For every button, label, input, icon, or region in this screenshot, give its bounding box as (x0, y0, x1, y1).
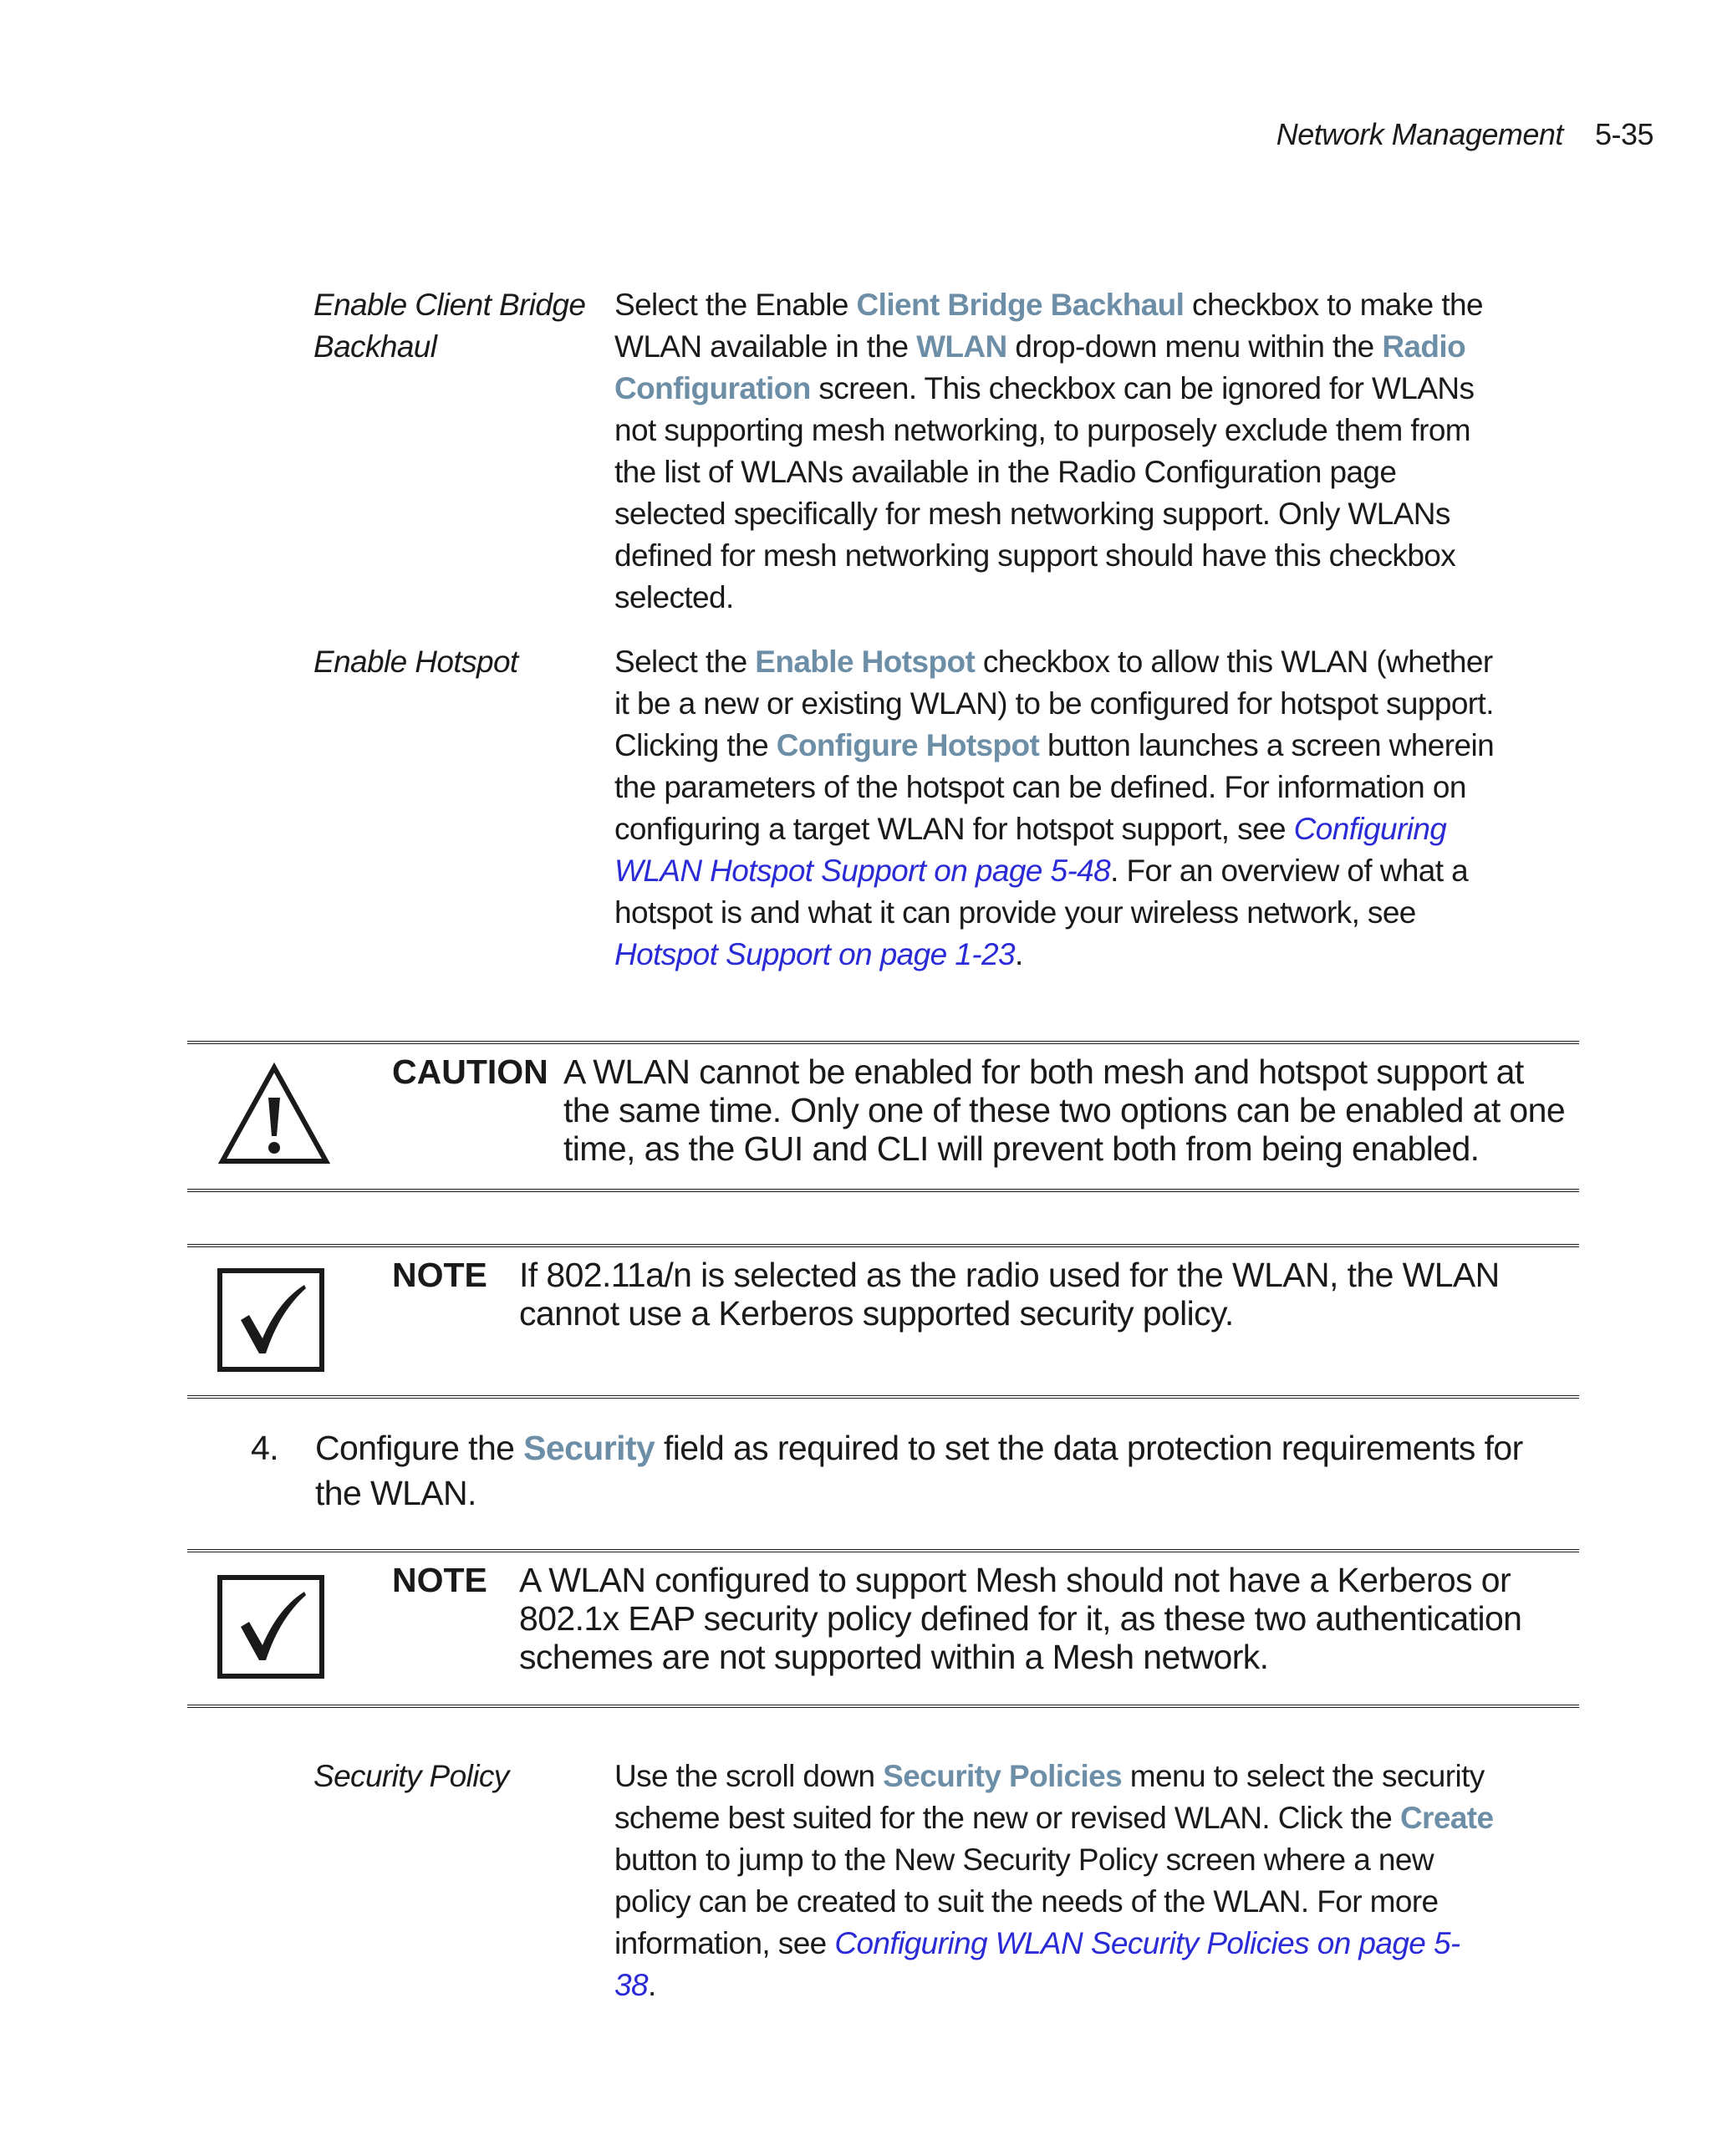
note-check-icon (217, 1268, 324, 1372)
note-box-1 (187, 1244, 1579, 1399)
desc-text: drop-down menu within the (1006, 329, 1383, 364)
ui-term-radio-configuration: Radio Configuration (614, 329, 1466, 405)
step-number: 4. (251, 1429, 278, 1467)
desc-text: . (647, 1968, 656, 2002)
header-page-number: 5-35 (1594, 117, 1653, 151)
link-configuring-wlan-security-policies[interactable]: Configuring WLAN Security Policies on page 5-38 (614, 1926, 1460, 2002)
ui-term-wlan: WLAN (916, 329, 1007, 364)
definition-description (614, 641, 1501, 976)
term-line: Backhaul (313, 329, 437, 364)
caution-icon (217, 1063, 331, 1168)
page-header (1276, 117, 1653, 152)
ui-term-enable-hotspot: Enable Hotspot (755, 645, 976, 679)
caution-label: CAUTION (392, 1053, 548, 1091)
desc-text: menu to select the security scheme best suited for the new or revised WLAN. Click the (614, 1759, 1485, 1835)
desc-text: screen. This checkbox can be ignored for WLANs not supporting mesh networking, to purposely exclude them from the list of WLANs available in the Radio Configuration page selected specifically for mesh networking support. Only WLANs defined for mesh networking support should have this checkbox selected. (614, 371, 1475, 614)
definition-enable-hotspot (313, 641, 1501, 976)
desc-text: Use the scroll down (614, 1759, 884, 1793)
ui-term-security-policies: Security Policies (883, 1759, 1123, 1793)
note-check-icon (217, 1575, 324, 1679)
link-hotspot-support[interactable]: Hotspot Support on page 1-23 (614, 937, 1015, 971)
note-label: NOTE (392, 1256, 487, 1294)
definition-security-policy (313, 1756, 1501, 2006)
desc-text: button launches a screen wherein the parameters of the hotspot can be defined. For information on configuring a target WLAN for hotspot support, see (614, 728, 1495, 846)
note-box-2 (187, 1549, 1579, 1708)
definition-description (614, 1756, 1501, 2006)
caution-text: A WLAN cannot be enabled for both mesh and hotspot support at the same time. Only one of these two options can be enabled at one time, as the GUI and CLI will prevent both from being enabled. (563, 1053, 1566, 1168)
note-label: NOTE (392, 1561, 487, 1599)
term-line: Enable Client Bridge (313, 288, 586, 322)
ui-term-configure-hotspot: Configure Hotspot (776, 728, 1040, 762)
desc-text: button to jump to the New Security Policy screen where a new policy can be created to suit the needs of the WLAN. For more information, see (614, 1843, 1439, 1960)
definition-client-bridge-backhaul (313, 284, 1501, 619)
link-configuring-wlan-hotspot-support[interactable]: Configuring WLAN Hotspot Support on page 5-48 (614, 812, 1447, 888)
step-text-part: field as required to set the data protection requirements for the WLAN. (315, 1429, 1523, 1512)
ui-term-client-bridge-backhaul: Client Bridge Backhaul (856, 288, 1185, 322)
desc-text: . (1014, 937, 1023, 971)
note-text: A WLAN configured to support Mesh should not have a Kerberos or 802.1x EAP security policy defined for it, as these two authentication schemes are not supported within a Mesh network. (519, 1561, 1522, 1676)
step-text (315, 1425, 1561, 1516)
definition-term: Enable Hotspot (313, 645, 518, 679)
ui-term-create: Create (1399, 1801, 1494, 1835)
desc-text: Select the (614, 645, 756, 679)
definition-term (313, 284, 614, 619)
ui-term-security: Security (523, 1429, 655, 1467)
desc-text: . For an overview of what a hotspot is and what it can provide your wireless network, see (614, 854, 1469, 930)
step-text-part: Configure the (315, 1429, 524, 1467)
header-section-title: Network Management (1276, 117, 1563, 151)
desc-text: Select the Enable (614, 288, 857, 322)
note-text: If 802.11a/n is selected as the radio used for the WLAN, the WLAN cannot use a Kerberos supported security policy. (519, 1256, 1500, 1333)
desc-text: checkbox to make the WLAN available in the (614, 288, 1483, 364)
desc-text: checkbox to allow this WLAN (whether it be a new or existing WLAN) to be configured for hotspot support. Clicking the (614, 645, 1494, 762)
definition-description (614, 284, 1501, 619)
definition-term: Security Policy (313, 1759, 509, 1793)
caution-box (187, 1041, 1579, 1192)
